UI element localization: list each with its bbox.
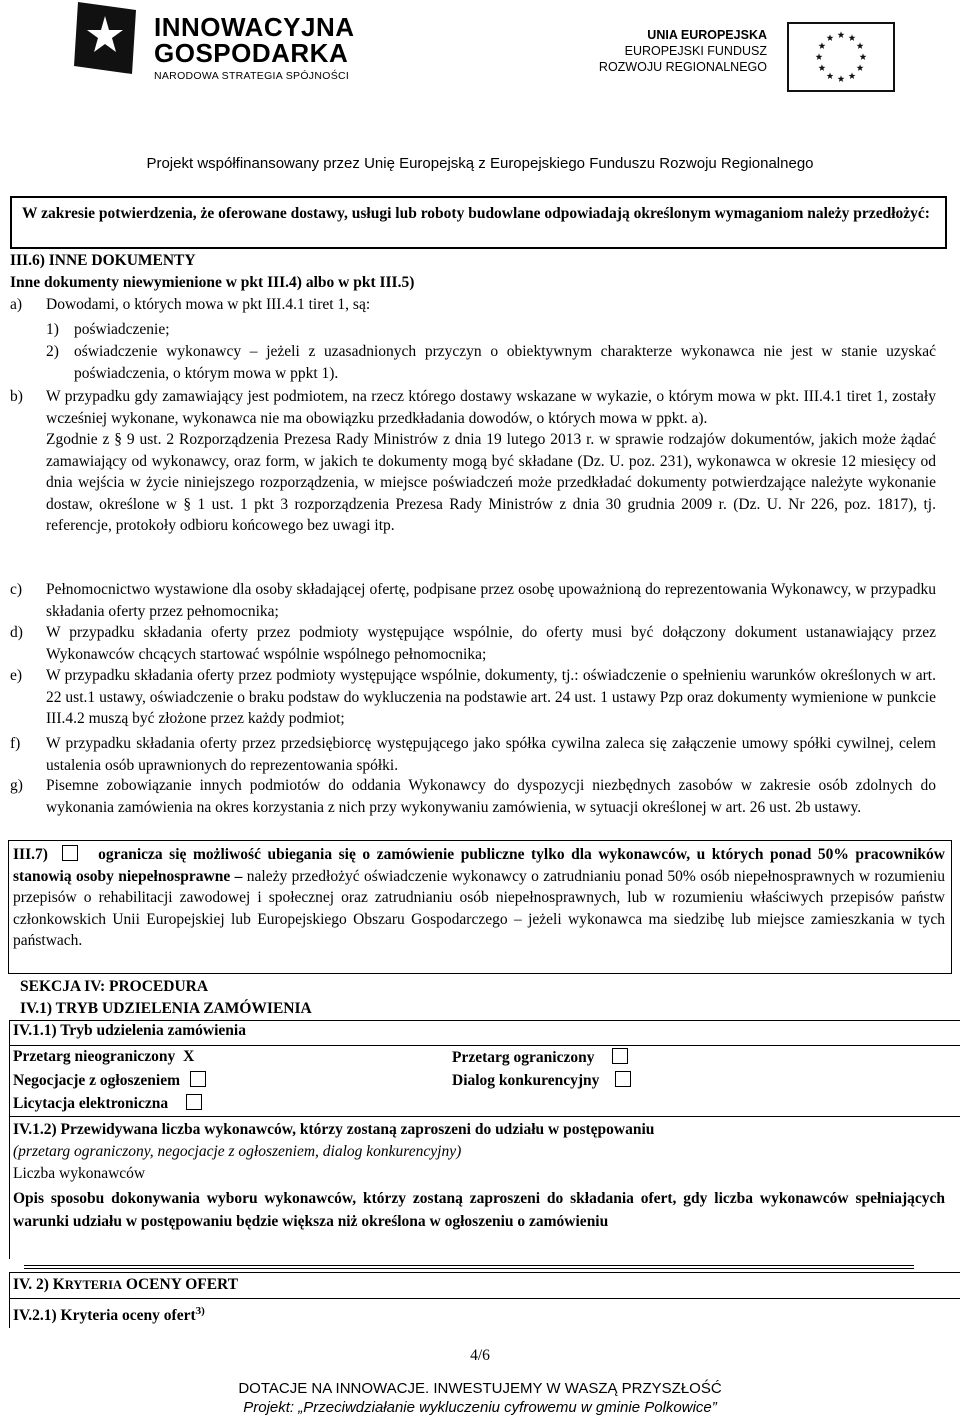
requirements-box xyxy=(10,196,947,249)
eu-line3: ROZWOJU REGIONALNEGO xyxy=(598,60,767,74)
iv2-title-c: OCENY OFERT xyxy=(122,1276,239,1293)
eu-flag-icon xyxy=(787,22,895,92)
iv2-title-b: RYTERIA xyxy=(64,1278,123,1292)
iv12-note: (przetarg ograniczony, negocjacje z ogłoszeniem, dialog konkurencyjny) xyxy=(13,1143,462,1160)
item-e-label: e) xyxy=(10,667,23,684)
innowacyjna-gospodarka-logo xyxy=(74,2,374,92)
eu-fund-logo xyxy=(598,22,895,92)
cofinance-text: Projekt współfinansowany przez Unię Europejską z Europejskiego Funduszu Rozwoju Regionalnego xyxy=(146,155,814,172)
innowacyjna-star-icon xyxy=(74,2,136,74)
option-przetarg-nieograniczony-label: Przetarg nieograniczony xyxy=(13,1048,176,1065)
item-b-text2: Zgodnie z § 9 ust. 2 Rozporządzenia Prezesa Rady Ministrów z dnia 19 lutego 2013 r. w sprawie rodzajów dokumentów, jakich może żądać zamawiający od wykonawcy, oraz form, w jakich te dokumenty mogą być składane (Dz. U. poz. 231), wykonawca w okresie 12 miesięcy od dnia wejścia w życie niniejszego rozporządzenia, w miejsce poświadczeń może przedkładać dokumenty potwierdzające należyte wykonanie dostaw, określone w § 1 ust. 1 pkt 3 rozporządzenia Prezesa Rady Ministrów z dnia 30 grudnia 2009 r. (Dz. U. Nr 226, poz. 1817), tj. referencje, protokoły odbioru końcowego bez uwagi itp. xyxy=(46,431,936,534)
item-a2-label: 2) xyxy=(46,343,59,360)
section-iii6-title: III.6) INNE DOKUMENTY xyxy=(10,252,196,269)
eu-line1: UNIA EUROPEJSKA xyxy=(647,28,767,42)
answer-line xyxy=(24,1265,914,1269)
item-a2-text: oświadczenie wykonawcy – jeżeli z uzasadnionych przyczyn o obiektywnym charakterze wykonawca nie jest w stanie uzyskać poświadczenia, o którym mowa w ppkt 1). xyxy=(74,343,936,382)
section-iii6-subtitle: Inne dokumenty niewymienione w pkt III.4) albo w pkt III.5) xyxy=(10,274,415,291)
section-iii7-body: należy przedłożyć oświadczenie wykonawcy o zatrudnianiu ponad 50% osób niepełnosprawnych w rozumieniu przepisów o rehabilitacji zawodowej i społecznej oraz zatrudnianiu osób niepełnosprawnych, lub w rozumieniu właściwych przepisów państw członkowskich Unii Europejskiej lub Europejskiego Obszaru Gospodarczego – jeżeli wykonawca ma siedzibę lub miejsce zamieszkania w tych państwach. xyxy=(13,867,945,949)
checkbox-negocjacje[interactable] xyxy=(190,1071,206,1087)
item-a1 xyxy=(46,319,936,341)
opis-wyboru: Opis sposobu dokonywania wyboru wykonawców, którzy zostaną zaproszeni do składania ofert, gdy liczba wykonawców spełniających warunki udziału w postępowaniu będzie większa niż określona w ogłoszeniu o zamówieniu xyxy=(13,1190,945,1230)
option-negocjacje[interactable] xyxy=(13,1071,206,1090)
item-a-label: a) xyxy=(10,296,23,313)
item-a xyxy=(10,294,936,316)
item-d-text: W przypadku składania oferty przez podmioty występujące wspólnie, do oferty musi być dołączony dokument ustanawiający przez Wykonawców chcących startować wspólnie wspólnego pełnomocnika; xyxy=(46,624,936,663)
item-f-label: f) xyxy=(10,735,21,752)
section-iii7-bold: ogranicza się możliwość ubiegania się o zamówienie publiczne tylko dla wykonawców, u których ponad 50% pracowników stanowią osoby niepełnosprawne – xyxy=(13,846,945,885)
item-c-label: c) xyxy=(10,581,23,598)
item-c xyxy=(10,579,936,622)
iv21-footnote-ref: 3) xyxy=(195,1305,205,1317)
requirements-text: W zakresie potwierdzenia, że oferowane dostawy, usługi lub roboty budowlane odpowiadają określonym wymaganiom należy przedłożyć: xyxy=(22,205,930,222)
iv21-title xyxy=(13,1305,205,1325)
item-d xyxy=(10,622,936,665)
item-a-text: Dowodami, o których mowa w pkt III.4.1 tiret 1, są: xyxy=(46,296,371,313)
liczba-wykonawcow: Liczba wykonawców xyxy=(13,1165,146,1182)
iv2-box xyxy=(9,1272,960,1298)
section-iv-heading: SEKCJA IV: PROCEDURA xyxy=(20,978,209,995)
item-d-label: d) xyxy=(10,624,23,641)
footer-slogan: DOTACJE NA INNOWACJE. INWESTUJEMY W WASZĄ PRZYSZŁOŚĆ xyxy=(238,1380,722,1397)
section-iii7-box xyxy=(8,840,952,974)
page-number: 4/6 xyxy=(470,1347,490,1364)
option-licytacja-label: Licytacja elektroniczna xyxy=(13,1095,169,1112)
iv21-box xyxy=(9,1298,960,1328)
option-przetarg-nieograniczony[interactable] xyxy=(13,1048,194,1066)
option-przetarg-nieograniczony-mark: X xyxy=(183,1048,195,1065)
option-przetarg-ograniczony[interactable] xyxy=(452,1048,628,1067)
section-iii7-label: III.7) xyxy=(13,846,48,863)
item-f xyxy=(10,733,936,776)
item-b-text: W przypadku gdy zamawiający jest podmiotem, na rzecz którego dostawy wskazane w wykazie, o którym mowa w pkt. III.4.1 tiret 1, zostały wcześniej wykonane, wykonawca nie ma obowiązku przedkładania dowodów, o których mowa w ppkt. a). xyxy=(46,388,936,427)
item-g-label: g) xyxy=(10,777,23,794)
section-iii7-text xyxy=(13,844,945,952)
item-b-label: b) xyxy=(10,388,23,405)
item-g xyxy=(10,775,936,818)
item-a2 xyxy=(46,341,936,384)
iv2-title-a: IV. 2) K xyxy=(13,1276,65,1293)
option-dialog-label: Dialog konkurencyjny xyxy=(452,1072,600,1089)
item-e-text: W przypadku składania oferty przez podmioty występujące wspólnie, dokumenty, tj.: oświadczenie o spełnieniu warunków określonych w art. 22 ust.1 ustawy, oświadczenie o braku podstaw do wykluczenia na podstawie art. 24 ust. 1 ustawy Pzp oraz dokumenty wymienione w punkcie III.4.2 muszą być złożone przez każdy podmiot; xyxy=(46,667,936,727)
section-iv1-heading: IV.1) TRYB UDZIELENIA ZAMÓWIENIA xyxy=(20,1000,312,1017)
iv2-title xyxy=(13,1276,238,1294)
iv11-title: IV.1.1) Tryb udzielenia zamówienia xyxy=(13,1022,246,1039)
item-a1-text: poświadczenie; xyxy=(74,321,170,338)
eu-line2: EUROPEJSKI FUNDUSZ xyxy=(624,44,767,58)
footer-project: Projekt: „Przeciwdziałanie wykluczeniu cyfrowemu w gminie Polkowice” xyxy=(243,1399,717,1416)
item-b xyxy=(10,386,936,537)
iv12-box xyxy=(9,1116,960,1259)
procedure-options-box xyxy=(9,1045,960,1117)
item-c-text: Pełnomocnictwo wystawione dla osoby składającej ofertę, podpisane przez osobę upoważnioną do reprezentowania Wykonawcy, w przypadku składania oferty przez pełnomocnika; xyxy=(46,581,936,620)
checkbox-licytacja[interactable] xyxy=(186,1094,202,1110)
option-licytacja[interactable] xyxy=(13,1094,202,1113)
option-negocjacje-label: Negocjacje z ogłoszeniem xyxy=(13,1072,180,1089)
logo-line1: INNOWACYJNA xyxy=(154,12,355,42)
option-przetarg-ograniczony-label: Przetarg ograniczony xyxy=(452,1049,595,1066)
item-g-text: Pisemne zobowiązanie innych podmiotów do oddania Wykonawcy do dyspozycji niezbędnych zasobów w zakresie osób zdolnych do wykonania zamówienia na okres korzystania z nich przy wykonywaniu zamówienia, w sytuacji określonej w art. 26 ust. 2b ustawy. xyxy=(46,777,936,816)
item-f-text: W przypadku składania oferty przez przedsiębiorcę występującego jako spółka cywilna zaleca się załączenie umowy spółki cywilnej, celem ustalenia osób uprawnionych do reprezentowania spółki. xyxy=(46,735,936,774)
logo-line2: GOSPODARKA xyxy=(154,38,349,68)
iv12-title: IV.1.2) Przewidywana liczba wykonawców, którzy zostaną zaproszeni do udziału w postępowaniu xyxy=(13,1121,655,1138)
iv21-title-text: IV.2.1) Kryteria oceny ofert xyxy=(13,1307,196,1325)
logo-line3: NARODOWA STRATEGIA SPÓJNOŚCI xyxy=(154,70,350,82)
option-dialog[interactable] xyxy=(452,1071,631,1090)
item-a1-label: 1) xyxy=(46,321,59,338)
iv11-box xyxy=(9,1020,960,1046)
checkbox-przetarg-ograniczony[interactable] xyxy=(612,1048,628,1064)
checkbox-iii7[interactable] xyxy=(62,845,78,861)
item-e xyxy=(10,665,936,730)
checkbox-dialog[interactable] xyxy=(615,1071,631,1087)
